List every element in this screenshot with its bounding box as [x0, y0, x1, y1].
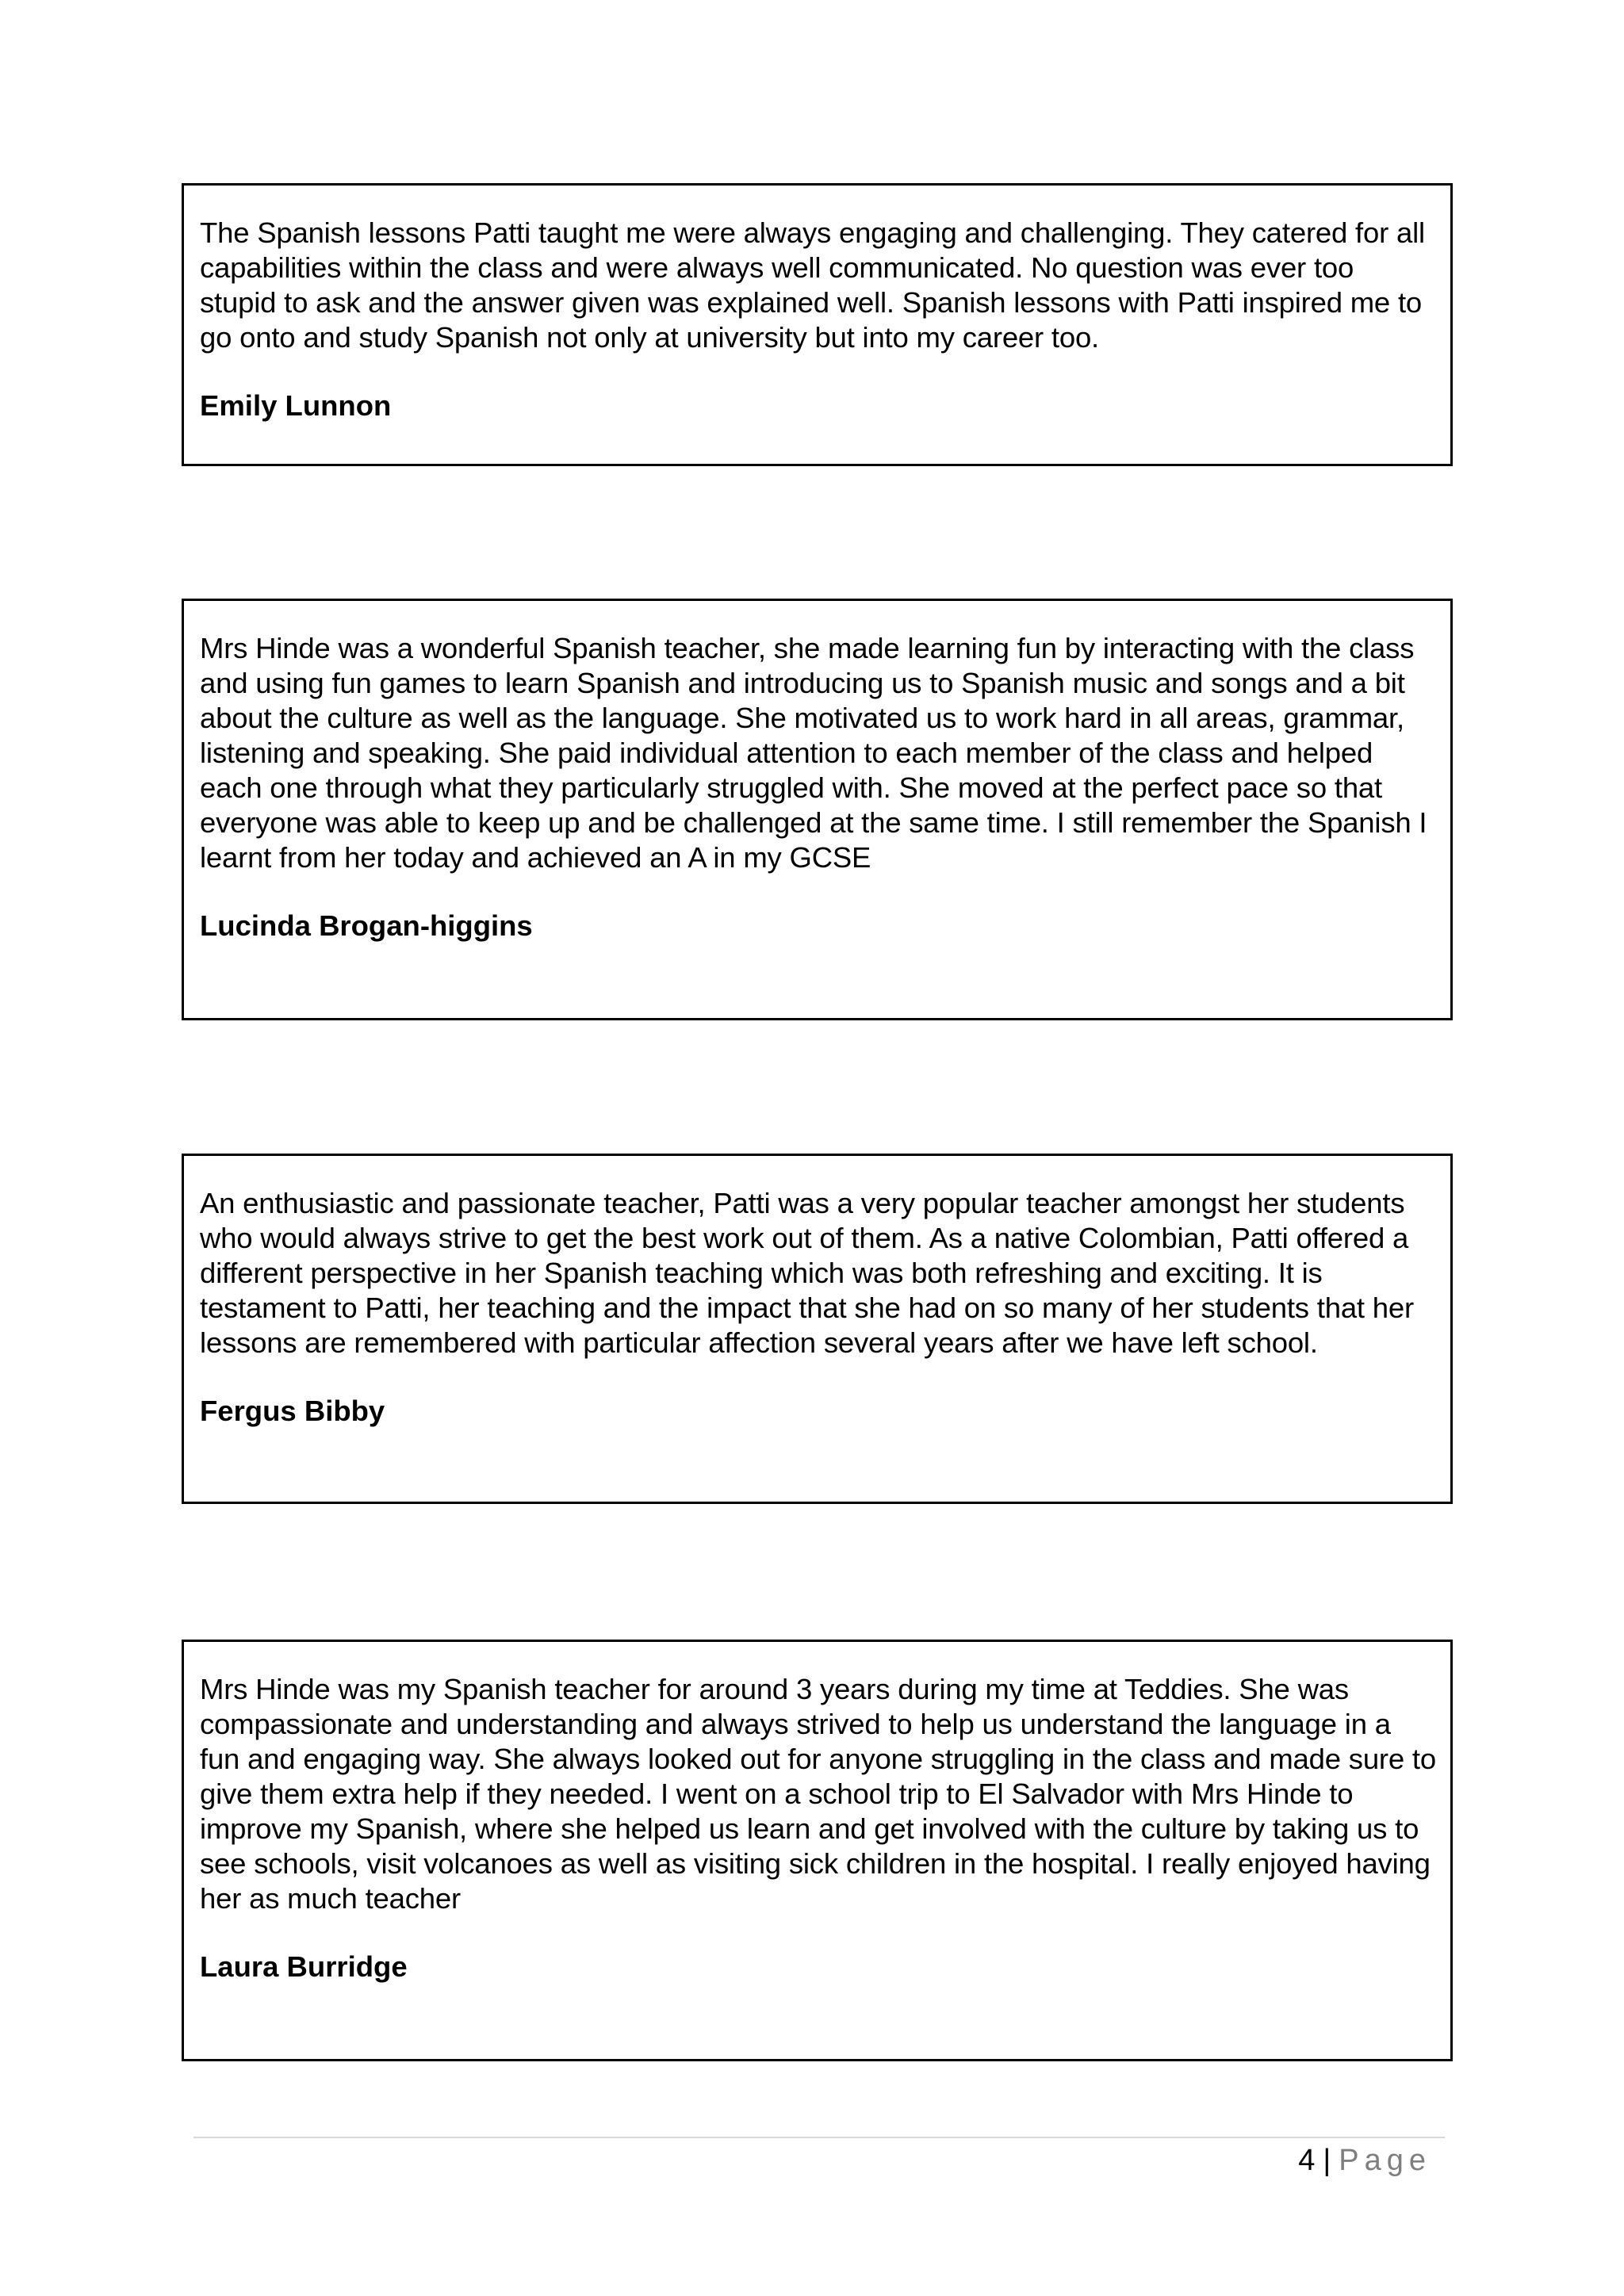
testimonial-box: [182, 1640, 1453, 2061]
testimonial-text: Mrs Hinde was my Spanish teacher for around 3 years during my time at Teddies. She was compassionate and understanding and always strived to help us understand the language in a fun and engaging way. She always looked out for anyone struggling in the class and made sure to give them extra help if they needed. I went on a school trip to El Salvador with Mrs Hinde to improve my Spanish, where she helped us learn and get involved with the culture by taking us to see schools, visit volcanoes as well as visiting sick children in the hospital. I really enjoyed having her as much teacher: [200, 1673, 1436, 1915]
page-separator: |: [1323, 2144, 1331, 2177]
testimonial-text: Mrs Hinde was a wonderful Spanish teacher, she made learning fun by interacting with the class and using fun games to learn Spanish and introducing us to Spanish music and songs and a bit about the culture as well as the language. She motivated us to work hard in all areas, grammar, listening and speaking. She paid individual attention to each member of the class and helped each one through what they particularly struggled with. She moved at the perfect pace so that everyone was able to keep up and be challenged at the same time. I still remember the Spanish I learnt from her today and achieved an A in my GCSE: [200, 632, 1427, 874]
testimonial-author: Emily Lunnon: [200, 389, 392, 422]
testimonial-text: The Spanish lessons Patti taught me were always engaging and challenging. They catered for all capabilities within the class and were always well communicated. No question was ever too stupid to ask and the answer given was explained well. Spanish lessons with Patti inspired me to go onto and study Spanish not only at university but into my career too.: [200, 216, 1425, 354]
testimonial-box: [182, 1154, 1453, 1504]
testimonial-author: Fergus Bibby: [200, 1395, 385, 1427]
testimonial-author: Lucinda Brogan-higgins: [200, 909, 533, 942]
page-footer: [1298, 2142, 1431, 2179]
testimonial-text: An enthusiastic and passionate teacher, Patti was a very popular teacher amongst her students who would always strive to get the best work out of them. As a native Colombian, Patti offered a different perspective in her Spanish teaching which was both refreshing and exciting. It is testament to Patti, her teaching and the impact that she had on so many of her students that her lessons are remembered with particular affection several years after we have left school.: [200, 1187, 1414, 1359]
page-number: 4: [1298, 2144, 1316, 2177]
testimonial-author: Laura Burridge: [200, 1950, 408, 1983]
page-label: Page: [1339, 2144, 1431, 2177]
footer-divider: [193, 2137, 1445, 2138]
testimonial-box: [182, 599, 1453, 1020]
testimonial-box: [182, 183, 1453, 466]
